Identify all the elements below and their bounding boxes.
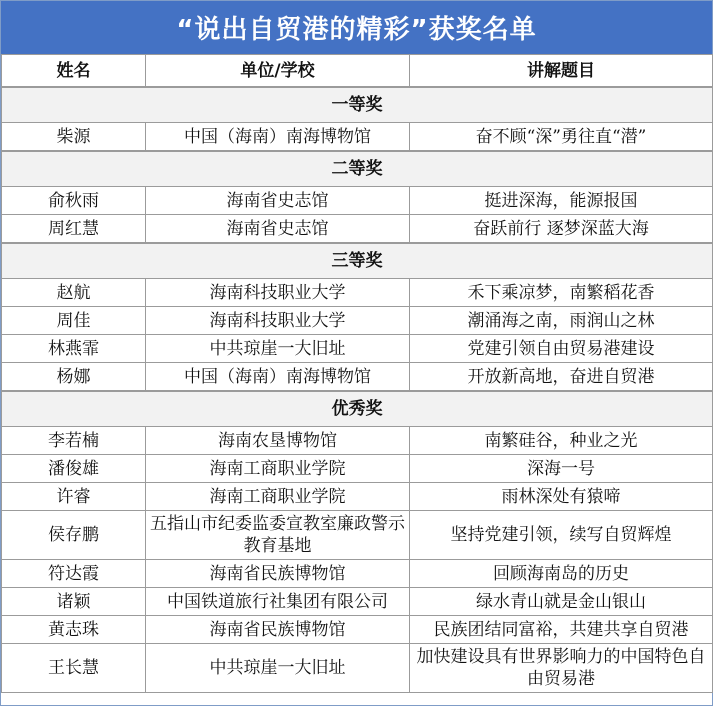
cell-org: 海南科技职业大学 (146, 279, 410, 307)
table-row (2, 455, 713, 483)
cell-org: 中国铁道旅行社集团有限公司 (146, 588, 410, 616)
cell-org: 中共琼崖一大旧址 (146, 644, 410, 693)
cell-topic: 党建引领自由贸易港建设 (410, 335, 713, 363)
cell-name: 诸颖 (2, 588, 146, 616)
cell-org: 中共琼崖一大旧址 (146, 335, 410, 363)
cell-name: 俞秋雨 (2, 187, 146, 215)
cell-topic: 回顾海南岛的历史 (410, 560, 713, 588)
cell-org: 海南工商职业学院 (146, 483, 410, 511)
award-table-body (2, 87, 713, 693)
table-row (2, 616, 713, 644)
cell-name: 侯存鹏 (2, 511, 146, 560)
cell-topic: 深海一号 (410, 455, 713, 483)
cell-name: 周红慧 (2, 215, 146, 244)
cell-name: 黄志珠 (2, 616, 146, 644)
cell-name: 许睿 (2, 483, 146, 511)
cell-name: 李若楠 (2, 427, 146, 455)
header-org: 单位/学校 (146, 55, 410, 88)
cell-topic: 绿水青山就是金山银山 (410, 588, 713, 616)
table-row (2, 511, 713, 560)
cell-name: 赵航 (2, 279, 146, 307)
cell-topic: 奋不顾“深”勇往直“潜” (410, 123, 713, 152)
cell-org: 海南省民族博物馆 (146, 560, 410, 588)
cell-name: 潘俊雄 (2, 455, 146, 483)
section-row (2, 391, 713, 427)
header-row (2, 55, 713, 88)
cell-topic: 开放新高地，奋进自贸港 (410, 363, 713, 392)
table-row (2, 187, 713, 215)
section-row (2, 243, 713, 279)
cell-topic: 南繁硅谷，种业之光 (410, 427, 713, 455)
cell-topic: 潮涌海之南，雨润山之林 (410, 307, 713, 335)
page-title: “说出自贸港的精彩”获奖名单 (1, 1, 712, 54)
section-row (2, 87, 713, 123)
table-row (2, 279, 713, 307)
section-label: 二等奖 (2, 151, 713, 187)
cell-name: 柴源 (2, 123, 146, 152)
award-table (1, 54, 713, 693)
cell-name: 杨娜 (2, 363, 146, 392)
section-label: 三等奖 (2, 243, 713, 279)
table-row (2, 427, 713, 455)
cell-org: 海南科技职业大学 (146, 307, 410, 335)
cell-topic: 禾下乘凉梦，南繁稻花香 (410, 279, 713, 307)
section-row (2, 151, 713, 187)
table-row (2, 560, 713, 588)
cell-topic: 挺进深海，能源报国 (410, 187, 713, 215)
table-row (2, 123, 713, 152)
cell-org: 中国（海南）南海博物馆 (146, 123, 410, 152)
cell-name: 符达霞 (2, 560, 146, 588)
table-row (2, 588, 713, 616)
cell-name: 周佳 (2, 307, 146, 335)
table-row (2, 363, 713, 392)
cell-name: 林燕霏 (2, 335, 146, 363)
cell-topic: 雨林深处有猿啼 (410, 483, 713, 511)
cell-topic: 民族团结同富裕，共建共享自贸港 (410, 616, 713, 644)
cell-org: 海南农垦博物馆 (146, 427, 410, 455)
table-row (2, 215, 713, 244)
table-row (2, 335, 713, 363)
cell-org: 五指山市纪委监委宣教室廉政警示教育基地 (146, 511, 410, 560)
cell-org: 海南工商职业学院 (146, 455, 410, 483)
cell-org: 海南省史志馆 (146, 187, 410, 215)
cell-org: 海南省史志馆 (146, 215, 410, 244)
table-row (2, 644, 713, 693)
cell-org: 海南省民族博物馆 (146, 616, 410, 644)
header-topic: 讲解题目 (410, 55, 713, 88)
cell-topic: 坚持党建引领，续写自贸辉煌 (410, 511, 713, 560)
section-label: 优秀奖 (2, 391, 713, 427)
header-name: 姓名 (2, 55, 146, 88)
cell-topic: 奋跃前行 逐梦深蓝大海 (410, 215, 713, 244)
table-row (2, 307, 713, 335)
cell-org: 中国（海南）南海博物馆 (146, 363, 410, 392)
cell-name: 王长慧 (2, 644, 146, 693)
cell-topic: 加快建设具有世界影响力的中国特色自由贸易港 (410, 644, 713, 693)
section-label: 一等奖 (2, 87, 713, 123)
table-row (2, 483, 713, 511)
